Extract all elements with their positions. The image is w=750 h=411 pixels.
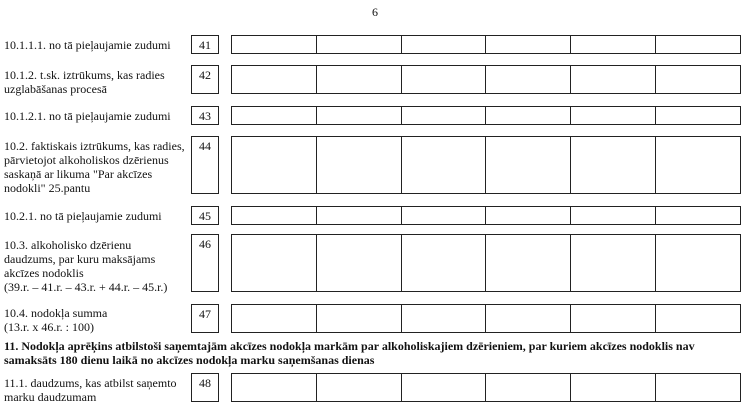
row-input-grid-46[interactable]: [231, 234, 741, 292]
row-code-44: 44: [191, 136, 219, 194]
input-cell[interactable]: [571, 36, 656, 53]
row-label-43: 10.1.2.1. no tā pieļaujamie zudumi: [4, 109, 171, 123]
input-cell[interactable]: [571, 107, 656, 124]
input-cell[interactable]: [571, 305, 656, 332]
input-cell[interactable]: [486, 66, 571, 93]
row-code-46: 46: [191, 234, 219, 292]
input-cell[interactable]: [486, 137, 571, 193]
input-cell[interactable]: [571, 207, 656, 224]
row-code-47: 47: [191, 304, 219, 333]
input-cell[interactable]: [402, 66, 487, 93]
input-cell[interactable]: [232, 36, 317, 53]
input-cell[interactable]: [402, 137, 487, 193]
input-cell[interactable]: [402, 305, 487, 332]
input-cell[interactable]: [402, 36, 487, 53]
input-cell[interactable]: [232, 66, 317, 93]
input-cell[interactable]: [402, 107, 487, 124]
input-cell[interactable]: [317, 207, 402, 224]
page-number: 6: [372, 5, 378, 19]
row-code-48: 48: [191, 373, 219, 402]
input-cell[interactable]: [232, 137, 317, 193]
input-cell[interactable]: [571, 235, 656, 291]
input-cell[interactable]: [317, 137, 402, 193]
row-input-grid-47[interactable]: [231, 304, 741, 333]
row-label-46: 10.3. alkoholisko dzērienu daudzums, par kuru maksājams akcīzes nodoklis (39.r. – 41.r. – 43.r. + 44.r. – 45.r.): [4, 238, 168, 294]
input-cell[interactable]: [656, 235, 740, 291]
input-cell[interactable]: [486, 207, 571, 224]
row-label-45: 10.2.1. no tā pieļaujamie zudumi: [4, 209, 162, 223]
section-11-heading: 11. Nodokļa aprēķins atbilstoši saņemtajām akcīzes nodokļa markām par alkoholiskajiem dzērieniem, par kuriem akcīzes nodoklis nav samaksāts 180 dienu laikā no akcīzes nodokļa marku saņemšanas dienas: [4, 339, 695, 367]
input-cell[interactable]: [402, 207, 487, 224]
input-cell[interactable]: [656, 66, 740, 93]
input-cell[interactable]: [656, 305, 740, 332]
input-cell[interactable]: [571, 137, 656, 193]
input-cell[interactable]: [486, 235, 571, 291]
row-label-42: 10.1.2. t.sk. iztrūkums, kas radies uzglabāšanas procesā: [4, 68, 165, 96]
input-cell[interactable]: [232, 235, 317, 291]
input-cell[interactable]: [486, 36, 571, 53]
row-label-48: 11.1. daudzums, kas atbilst saņemto marku daudzumam: [4, 376, 177, 404]
row-input-grid-41[interactable]: [231, 35, 741, 54]
input-cell[interactable]: [232, 207, 317, 224]
input-cell[interactable]: [317, 107, 402, 124]
input-cell[interactable]: [317, 66, 402, 93]
row-label-47: 10.4. nodokļa summa (13.r. x 46.r. : 100): [4, 306, 108, 334]
row-input-grid-45[interactable]: [231, 206, 741, 225]
input-cell[interactable]: [486, 374, 571, 401]
input-cell[interactable]: [656, 137, 740, 193]
input-cell[interactable]: [571, 374, 656, 401]
row-code-42: 42: [191, 65, 219, 94]
row-code-45: 45: [191, 206, 219, 225]
row-input-grid-44[interactable]: [231, 136, 741, 194]
input-cell[interactable]: [656, 374, 740, 401]
input-cell[interactable]: [656, 107, 740, 124]
input-cell[interactable]: [486, 107, 571, 124]
input-cell[interactable]: [317, 305, 402, 332]
row-input-grid-43[interactable]: [231, 106, 741, 125]
input-cell[interactable]: [402, 374, 487, 401]
input-cell[interactable]: [571, 66, 656, 93]
row-input-grid-42[interactable]: [231, 65, 741, 94]
input-cell[interactable]: [656, 207, 740, 224]
input-cell[interactable]: [232, 305, 317, 332]
row-label-41: 10.1.1.1. no tā pieļaujamie zudumi: [4, 38, 171, 52]
row-code-43: 43: [191, 106, 219, 125]
input-cell[interactable]: [486, 305, 571, 332]
input-cell[interactable]: [402, 235, 487, 291]
input-cell[interactable]: [232, 107, 317, 124]
input-cell[interactable]: [317, 374, 402, 401]
row-label-44: 10.2. faktiskais iztrūkums, kas radies, pārvietojot alkoholiskos dzērienus saskaņā ar likuma "Par akcīzes nodokli" 25.pantu: [4, 139, 185, 195]
input-cell[interactable]: [317, 235, 402, 291]
input-cell[interactable]: [656, 36, 740, 53]
input-cell[interactable]: [232, 374, 317, 401]
input-cell[interactable]: [317, 36, 402, 53]
row-input-grid-48[interactable]: [231, 373, 741, 402]
row-code-41: 41: [191, 35, 219, 54]
